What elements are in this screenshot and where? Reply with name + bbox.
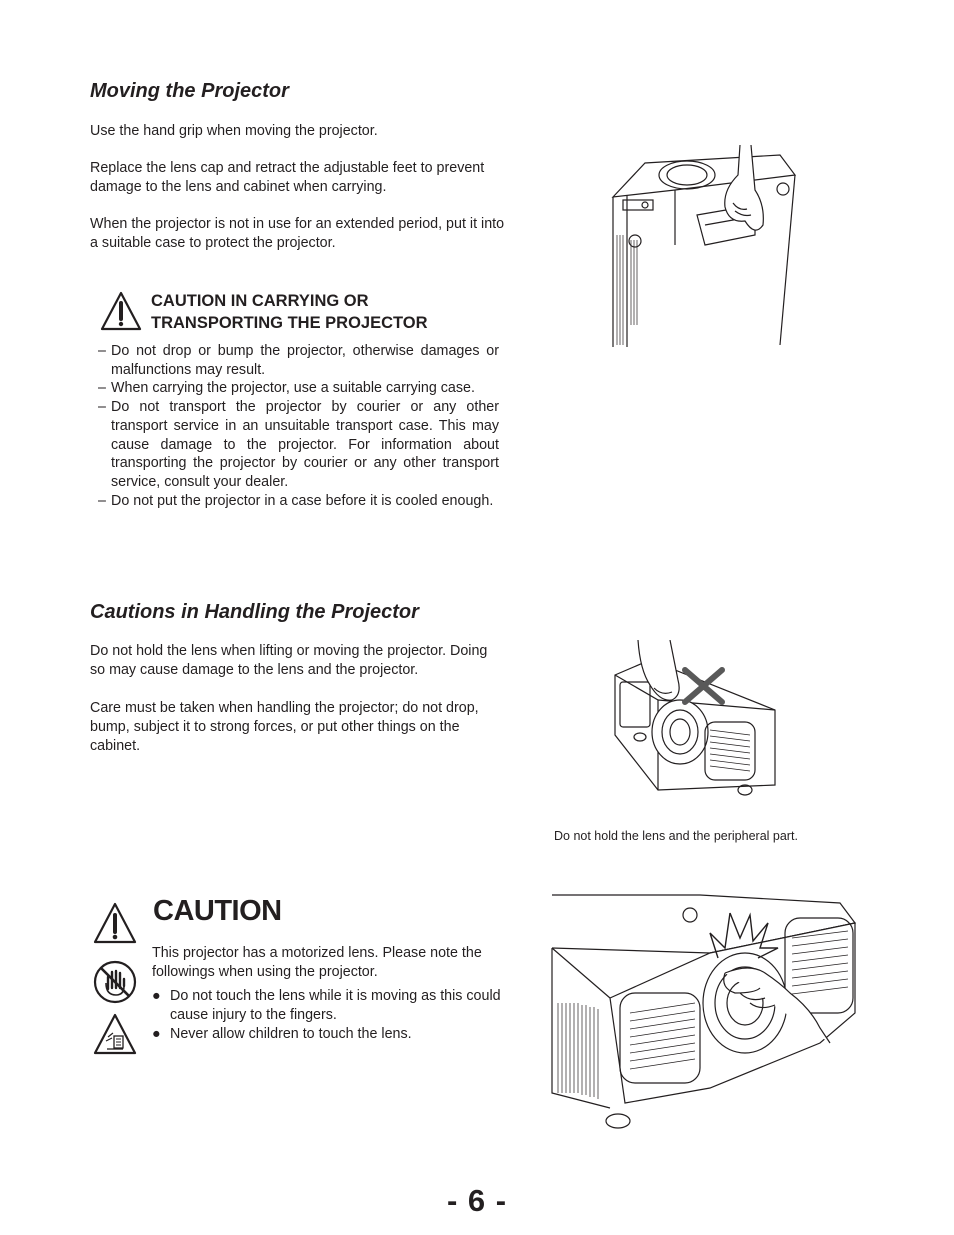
dash-marker: – [98,380,106,397]
warning-triangle-icon [92,901,138,945]
moving-para-2: Replace the lens cap and retract the adjustable feet to prevent damage to the lens and cabinet when carrying. [90,160,485,195]
list-item [98,398,499,492]
carrying-bullet-list [98,342,499,510]
list-item [152,1025,502,1044]
bullet-dot: ● [152,1026,161,1042]
dash-marker: – [98,492,106,509]
no-touch-hand-icon [92,959,138,1005]
section-title-moving: Moving the Projector [90,80,289,102]
bullet-text: Do not transport the projector by courier or any other transport service in an unsuitable transport case. This may cause damage to the projector. For information about transporting the projector by courier or any other transport service, consult your dealer. [111,399,499,490]
page-number: - 6 - [446,1183,508,1218]
bullet-dot: ● [152,988,161,1004]
motorized-lens-finger-illustration [550,893,860,1133]
dash-marker: – [98,399,106,416]
do-not-hold-lens-illustration [610,640,780,800]
lens-image-caption: Do not hold the lens and the peripheral part. [554,829,798,843]
caution-carrying-heading-line2: TRANSPORTING THE PROJECTOR [151,314,428,332]
caution-carrying-heading [151,290,428,334]
bullet-text: Never allow children to touch the lens. [170,1026,412,1042]
warning-triangle-icon [99,290,143,332]
list-item [98,342,499,379]
caution-bullet-list [152,987,502,1044]
moving-para-1: Use the hand grip when moving the projector. [90,123,378,139]
bullet-text: Do not touch the lens while it is moving as this could cause injury to the fingers. [170,988,501,1023]
projector-hand-grip-illustration [605,145,805,350]
section-title-handling: Cautions in Handling the Projector [90,601,419,623]
caution-carrying-heading-line1: CAUTION IN CARRYING OR [151,292,369,310]
list-item [98,379,499,398]
handling-para-2: Care must be taken when handling the projector; do not drop, bump, subject it to strong forces, or put other things on the cabinet. [90,700,479,754]
finger-pinch-warning-icon [92,1012,138,1056]
bullet-text: When carrying the projector, use a suitable carrying case. [111,380,475,397]
moving-para-3: When the projector is not in use for an extended period, put it into a suitable case to protect the projector. [90,216,505,251]
handling-para-1: Do not hold the lens when lifting or moving the projector. Doing so may cause damage to the lens and the projector. [90,643,488,678]
bullet-text: Do not put the projector in a case before it is cooled enough. [111,492,494,509]
bullet-text: Do not drop or bump the projector, otherwise damages or malfunctions may result. [111,343,499,378]
caution-title: CAUTION [153,895,282,927]
dash-marker: – [98,343,106,359]
list-item [152,987,502,1025]
caution-intro: This projector has a motorized lens. Please note the followings when using the projector. [152,945,482,980]
list-item [98,492,499,511]
